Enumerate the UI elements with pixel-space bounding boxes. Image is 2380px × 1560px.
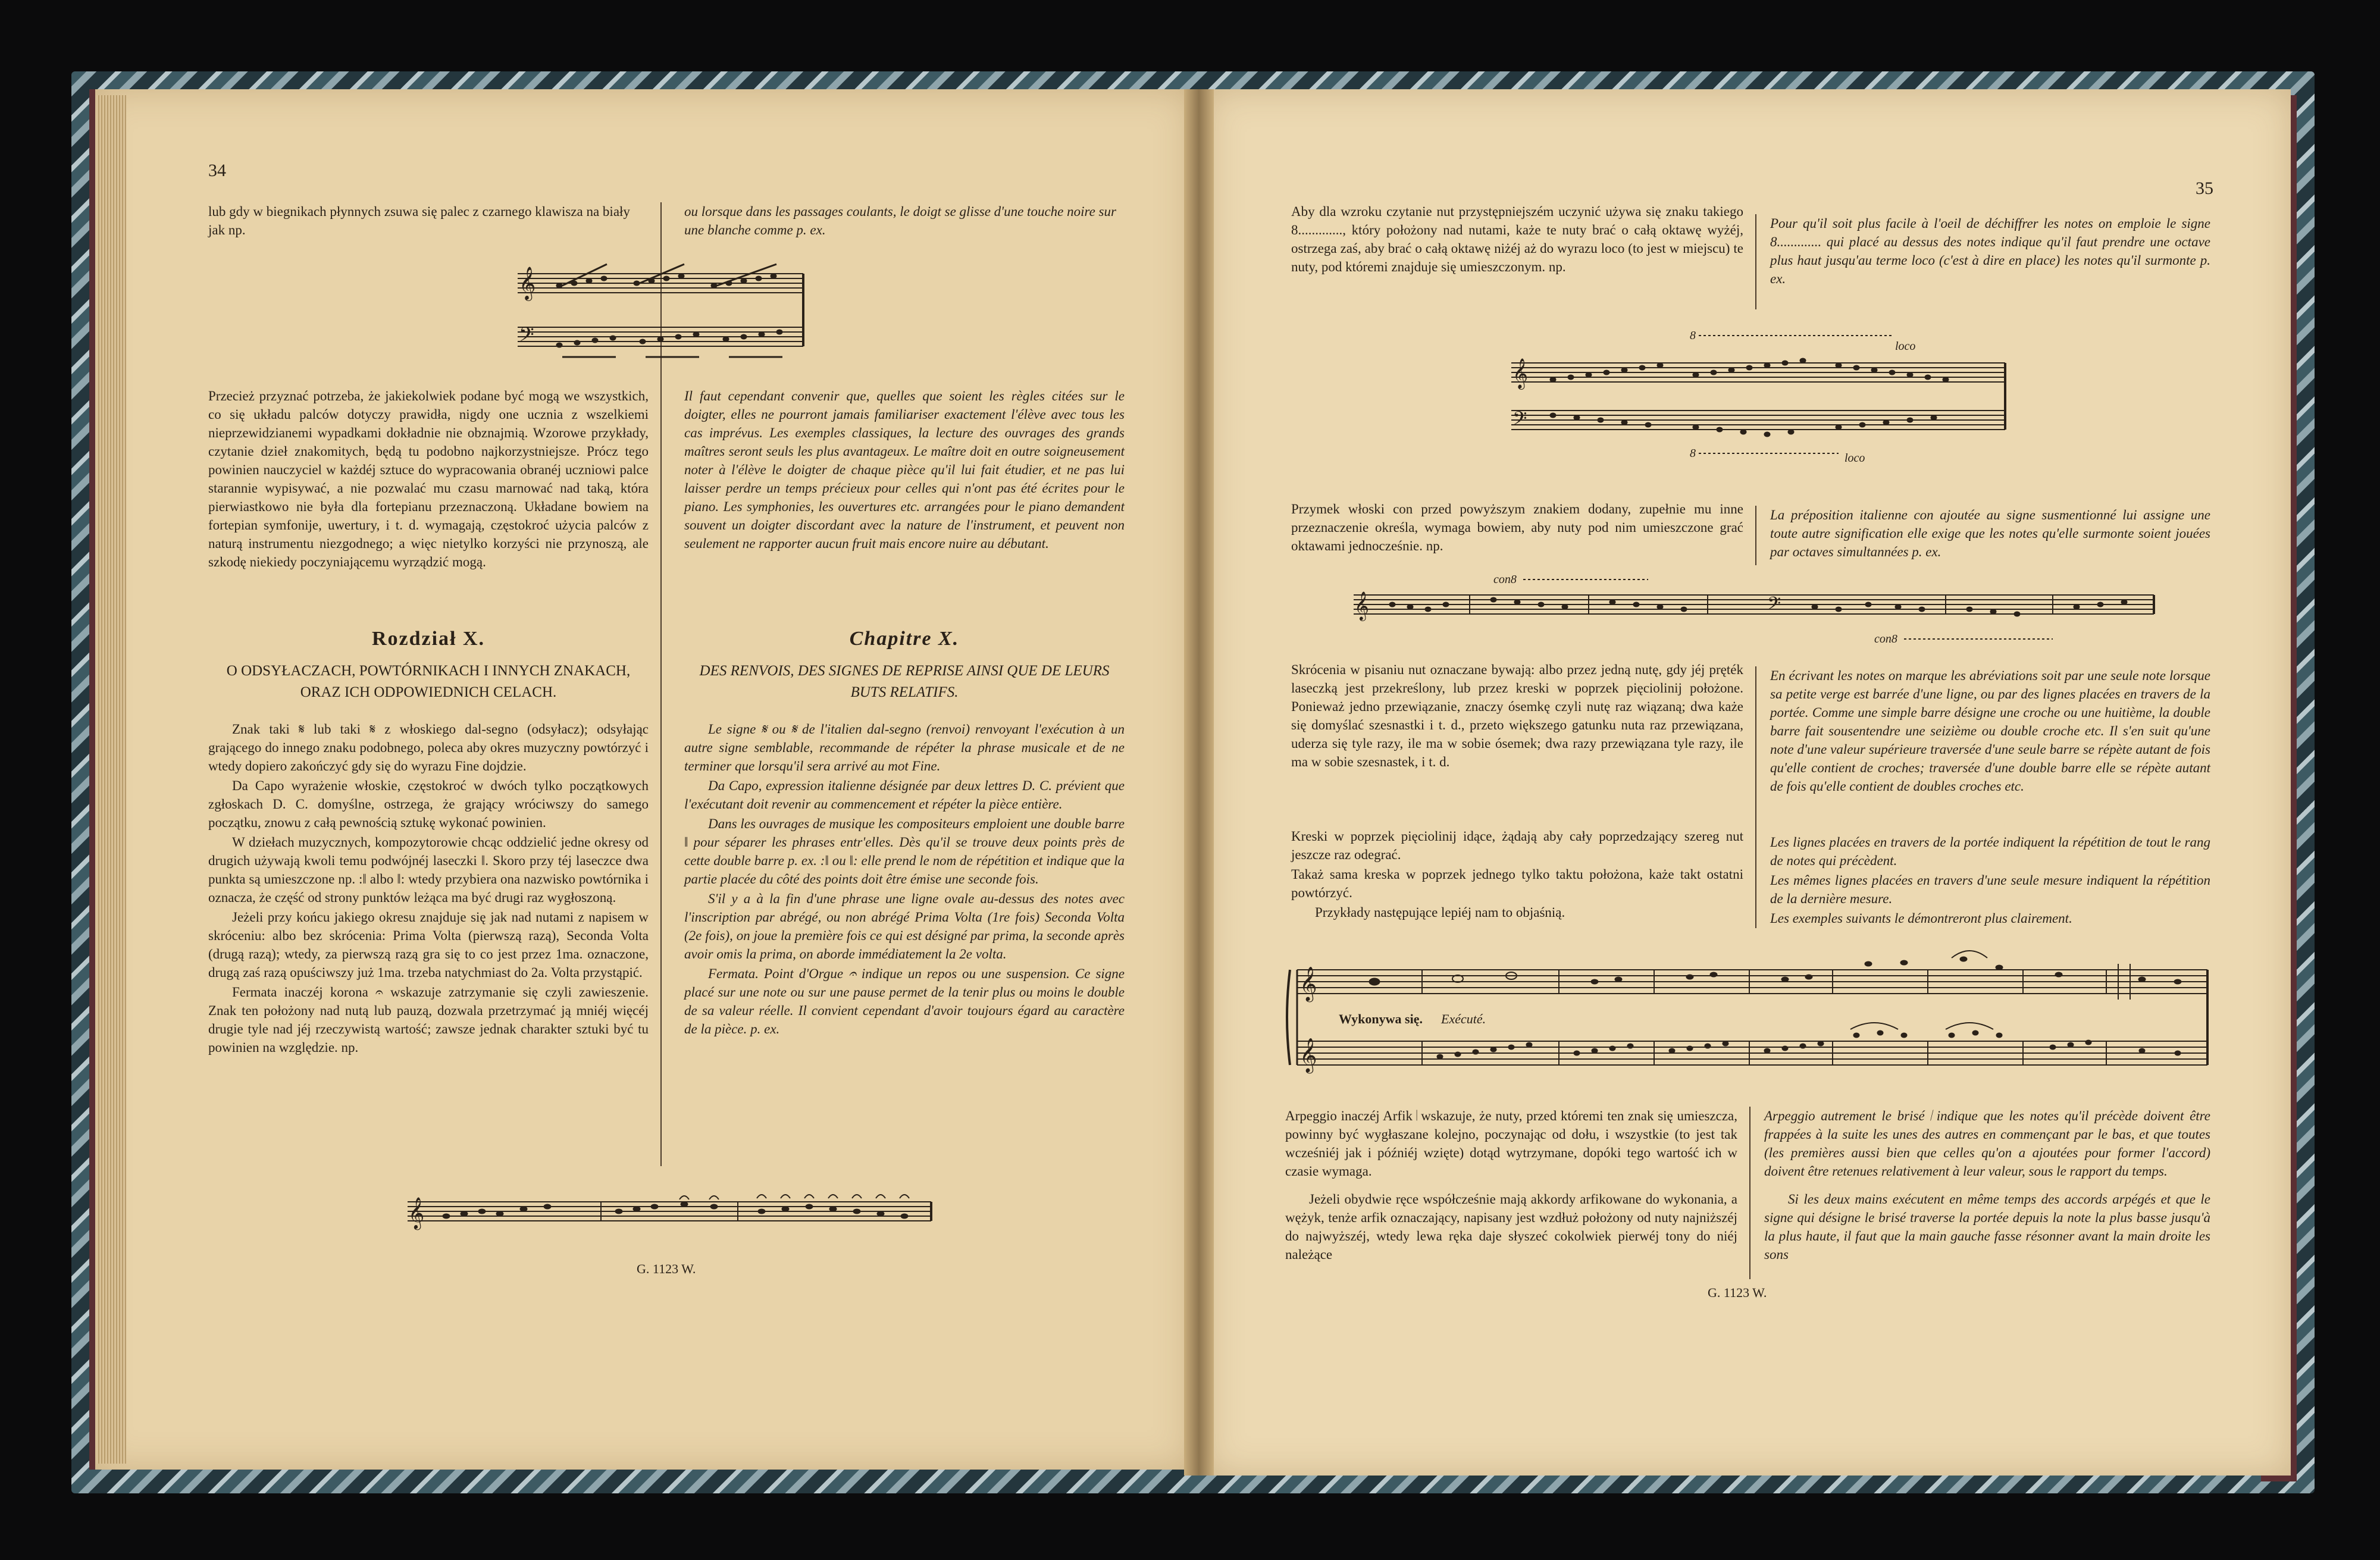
left-fr-intro: ou lorsque dans les passages coulants, le doigt se glisse d'une touche noire sur une blanche comme p. ex. <box>684 204 1116 237</box>
music-example-ottava <box>1505 327 2011 464</box>
left-pl-body-p5: Fermata inaczéj korona 𝄐 wskazuje zatrzymanie się czyli zawieszenie. Znak ten położony nad nutą lub pauzą, dozwala przetrzymać ją mniéj więcéj drugie tyle nad jéj rzeczywistą wartość; zawsze jednak charakter sztuki być tu powinien na względzie. np. <box>208 985 649 1055</box>
page-number-right: 35 <box>2196 178 2213 198</box>
ottava-bottom-marker: 8 <box>1690 447 1696 460</box>
right-pl-para5: Takaż sama kreska w poprzek jednego tylko taktu położona, każe takt ostatni powtórzyć. <box>1291 867 1743 900</box>
page-stack-edges <box>96 95 126 1464</box>
left-fr-para1: Il faut cependant convenir que, quelles que soient les règles citées sur le doigter, elles ne pourront jamais familiariser exactement l'élève avec tous les cas imprévus. Les exemples classiques, la lecture des ouvrages des grands maîtres seront seuls les plus avantageux. Le maître doit en outre soigneusement noter à l'élève le doigter de chaque pièce qu'il lui fait étudier, et ne pas lui laisser perdre un temps précieux pour celles qui n'ont pas été écrites pour le piano. Les symphonies, les ouvertures etc. arrangées pour le piano demandent souvent un doigter discordant avec la nature de l'instrument, et peuvent non seulement ne rapporter aucun fruit mais encore nuire au débutant. <box>684 389 1125 551</box>
left-pl-heading: Rozdział X. <box>371 628 486 650</box>
right-fr-para2: La préposition italienne con ajoutée au signe susmentionné lui assigne une toute autre signification elle exige que les notes qu'elle surmonte soient jouées par octaves simultannées p. ex. <box>1770 508 2210 559</box>
left-fr-heading: Chapitre X. <box>849 628 960 650</box>
right-pl-intro: Aby dla wzroku czytanie nut przystępniejszém uczynić używa się znaku takiego 8............., który położony nad nutami, każe te nuty brać o całą oktawę wyżéj, ostrzega zaś, aby brać o całą oktawę niżéj aż do wyrazu loco (to jest w miejscu) te nuty, pod któremi znajduje się umieszczonym. np. <box>1291 204 1743 274</box>
left-footer: G. 1123 W. <box>637 1261 696 1276</box>
right-pl-para4: Kreski w poprzek pięciolinij idące, żądają aby cały poprzedzający szereg nut jeszcze raz odegrać. <box>1291 829 1743 862</box>
right-pl-para7: Arpeggio inaczéj Arfik 𝄀 wskazuje, że nuty, przed któremi ten znak się umieszcza, powinny być wygłaszane kolejno, poczynając od dołu, i wszystkie (to jest tak wcześniéj jak i późniéj wzięte) dotąd wytrzymane, dopóki tego wartość ich w czasie wymaga. <box>1285 1108 1737 1179</box>
right-fr-para7: Arpeggio autrement le brisé 𝄀 indique que les notes qu'il précède doivent être frappées à la suite les unes des autres en commençant par le bas, et que toutes (les premières aussi bien que celles qu'on a ajoutées pour former l'accord) doivent être retenues relativement à leur valeur, sous le rapport du temps. <box>1764 1108 2210 1179</box>
ottava-top-marker: 8 <box>1690 329 1696 342</box>
left-pl-para1: Przecież przyznać potrzeba, że jakiekolwiek podane być mogą we wszystkich, co się układu palców dotyczy prawidła, nigdy one ucznia z wszelkiemi nieprzewidzianemi wypadkami dokładnie nie obznajmią. Wzorowe przykłady, czytanie dzieł znakomitych, będą tu podobno najkorzystniejsze. Prócz tego powinien nauczyciel w każdéj sztuce do wypracowania obranéj uczniowi palce starannie wypisywać, a nie pozwalać mu czasu marnować nad taką, która pierwiastkowo nie była dla fortepianu przeznaczoną. Układane bowiem na fortepian symfonije, uwertury, i t. d. wymagają, częstokroć użycia palców z naturą instrumentu niezgodnego; a więc nietylko korzyści nie przynoszą, ale szkodę niekiedy poczyniającemu wyrządzić mogą. <box>208 389 649 569</box>
right-fr-para3: En écrivant les notes on marque les abréviations soit par une seule note lorsque sa petite verge est barrée d'une ligne, ou par des lignes placées en travers de la portée. Comme une simple barre désigne une croche ou une huitième, la double barre fait sousentendre une seizième ou double croche etc. Il s'en suit qu'une note d'une valeur supérieure traversée d'une seule barre se répète autant de fois qu'elle contient de croches; traversée d'une double barre elle se répète autant de fois qu'elle contient de doubles croches etc. <box>1770 668 2210 794</box>
page-number-left: 34 <box>208 161 226 180</box>
left-fr-subheading: DES RENVOIS, DES SIGNES DE REPRISE AINSI QUE DE LEURS BUTS RELATIFS. <box>699 663 1110 700</box>
left-pl-body-p4: Jeżeli przy końcu jakiego okresu znajduje się jak nad nutami z napisem w skróceniu: albo bez skrócenia: Prima Volta (pierwszą razą), Seconda Volta (drugą razą); wtedy, za pierwszą razą gra się to co jest przez 1ma. oznaczone, drugą zaś razą opuściwszy już 1ma. trzeba natychmiast do 2a. Volta przystąpić. <box>208 910 649 980</box>
loco-bottom-label: loco <box>1844 452 1865 464</box>
right-pl-para6: Przykłady następujące lepiéj nam to objaśnią. <box>1315 905 1565 920</box>
right-fr-para4: Les lignes placées en travers de la portée indiquent la répétition de tout le rang de notes qui précèdent. <box>1770 835 2210 868</box>
right-fr-para6: Les exemples suivants le démontreront plus clairement. <box>1770 911 2072 926</box>
svg-text:𝄞: 𝄞 <box>1299 1038 1317 1072</box>
music-example-fingering <box>512 256 809 369</box>
svg-text:𝄞: 𝄞 <box>1512 359 1529 388</box>
left-fr-body <box>684 720 1125 1039</box>
score-label-fr: Exécuté. <box>1441 1011 1486 1026</box>
column-divider-right-1 <box>1755 214 1756 309</box>
loco-top-label: loco <box>1895 340 1916 353</box>
left-pl-intro: lub gdy w biegnikach płynnych zsuwa się palec z czarnego klawisza na biały jak np. <box>208 204 630 237</box>
con8-bottom-marker: con8 <box>1874 632 1897 646</box>
left-fr-body-p2: Da Capo, expression italienne désignée par deux lettres D. C. prévient que l'exécutant doit revenir au commencement et répéter la pièce entière. <box>684 778 1125 812</box>
right-pl-para3: Skrócenia w pisaniu nut oznaczane bywają: albo przez jedną nutę, gdy jéj pręték laseczką jest przekreślony, lub przez kreski w poprzek pięciolinij położone. Ponieważ jedno przewiązanie, znaczy ósemkę czyli nutę raz wiązaną; dwa każe się domyślać szesnastki i t. d., przeto większego gatunku nuta raz przewiązana, uderza się tyle razy, ile ma w sobie ósemek; dwa razy przewiązana tyle razy, ile ma w sobie szesnastek, i t. d. <box>1291 662 1743 769</box>
column-divider-right-2 <box>1755 506 1756 565</box>
right-fr-para8: Si les deux mains exécutent en même temps des accords arpégés et que le signe qui désigne le brisé traverse la portée depuis la note la plus basse jusqu'à la plus haute, il faut que la main gauche fasse résonner avant la main droite les sons <box>1764 1192 2210 1262</box>
left-pl-body-p2: Da Capo wyrażenie włoskie, częstokroć w dwóch tylko początkowych zgłoskach D. C. domyślne, ostrzega, że grający wróciwszy do samego początku, znowu z całą pewnością sztukę wykonać powinien. <box>208 778 649 830</box>
music-example-con8 <box>1351 571 2160 649</box>
left-fr-body-p5: Fermata. Point d'Orgue 𝄐 indique un repos ou une suspension. Ce signe placé sur une note ou sur une pause permet de la tenir plus ou moins le double de sa valeur réelle. Il convient cependant d'avoir toujours égard au caractère de la pièce. p. ex. <box>684 966 1125 1036</box>
svg-text:𝄞: 𝄞 <box>1299 967 1317 1000</box>
svg-text:𝄞: 𝄞 <box>519 268 536 299</box>
left-pl-body-p3: W dziełach muzycznych, kompozytorowie chcąc oddzielić jedne okresy od drugich używają kwoli temu podwójnéj laseczki ‖. Skoro przy téj laseczce dwa punkta są umieszczone np. :‖ albo ‖: wtedy przybiera ona nazwisko powtórnika i oznacza, że część od strony punktów leżąca ma być drugi raz wygłoszoną. <box>208 835 649 905</box>
column-divider-right-4 <box>1749 1107 1750 1279</box>
score-label-pl: Wykonywa się. <box>1339 1011 1423 1026</box>
left-pl-body <box>208 720 649 1058</box>
left-fr-body-p3: Dans les ouvrages de musique les compositeurs emploient une double barre ‖ pour séparer les phrases entr'elles. Dès qu'il se trouve deux points près de cette double barre p. ex. :‖ ou ‖: elle prend le nom de répétition et indique que la partie placée du côté des points doit être émise une seconde fois. <box>684 816 1125 886</box>
right-pl-para2: Przymek włoski con przed powyższym znakiem dodany, zupełnie mu inne przeznaczenie określa, wymaga bowiem, aby nuty pod nim umieszczone grać oktawami jednocześnie. np. <box>1291 502 1743 553</box>
right-fr-para5: Les mêmes lignes placées en travers d'une seule mesure indiquent la répétition de la dernière mesure. <box>1770 873 2210 906</box>
svg-text:𝄢: 𝄢 <box>519 324 534 350</box>
column-divider-right-3 <box>1755 666 1756 928</box>
svg-text:𝄞: 𝄞 <box>408 1198 425 1228</box>
con8-top-marker: con8 <box>1493 573 1517 586</box>
left-fr-body-p4: S'il y a à la fin d'une phrase une ligne ovale au-dessus des notes avec l'inscription par abrégé, ou non abrégé Prima Volta (1re fois) Seconda Volta (2e fois), on joue la première fois ce qui est désigné par prima, la seconde après avoir omis la prima, on aborde immédiatement la 2e volta. <box>684 891 1125 961</box>
music-example-fermata <box>405 1190 934 1238</box>
left-pl-body-p1: Znak taki 𝄋 lub taki 𝄋 z włoskiego dal-segno (odsyłacz); odsyłając grającego do innego znaku podobnego, poleca aby okres muzyczny powtórzyć i wtedy dopiero zakończyć gdy się do wyrazu Fine dojdzie. <box>208 722 649 773</box>
svg-text:𝄢: 𝄢 <box>1767 594 1781 618</box>
left-fr-body-p1: Le signe 𝄋 ou 𝄋 de l'italien dal-segno (renvoi) renvoyant l'exécution à un autre signe semblable, recommande de répéter la phrase musicale et de ne terminer que lorsqu'il sera arrivé au mot Fine. <box>684 722 1125 773</box>
right-pl-para8: Jeżeli obydwie ręce współcześnie mają akkordy arfikowane do wykonania, a wężyk, tenże arfik oznaczający, napisany jest wzdłuż położony od nuty najniższéj do najwyższéj, wtedy lewa ręka daje słyszeć cokolwiek pierwéj tony do niéj należące <box>1285 1192 1737 1262</box>
left-pl-subheading: O ODSYŁACZACH, POWTÓRNIKACH I INNYCH ZNAKACH, ORAZ ICH ODPOWIEDNICH CELACH. <box>226 663 631 700</box>
svg-text:𝄢: 𝄢 <box>1512 409 1527 434</box>
right-fr-intro: Pour qu'il soit plus facile à l'oeil de déchiffrer les notes on emploie le signe 8............. qui placé au dessus des notes indique qu'il faut prendre une octave plus haut jusqu'au terme loco (c'est à dire en place) les notes qu'il surmonte p. ex. <box>1770 216 2210 286</box>
book-gutter <box>1184 89 1214 1476</box>
right-footer: G. 1123 W. <box>1708 1285 1767 1300</box>
music-example-abbreviations <box>1285 946 2213 1095</box>
svg-text:𝄞: 𝄞 <box>1354 593 1369 620</box>
